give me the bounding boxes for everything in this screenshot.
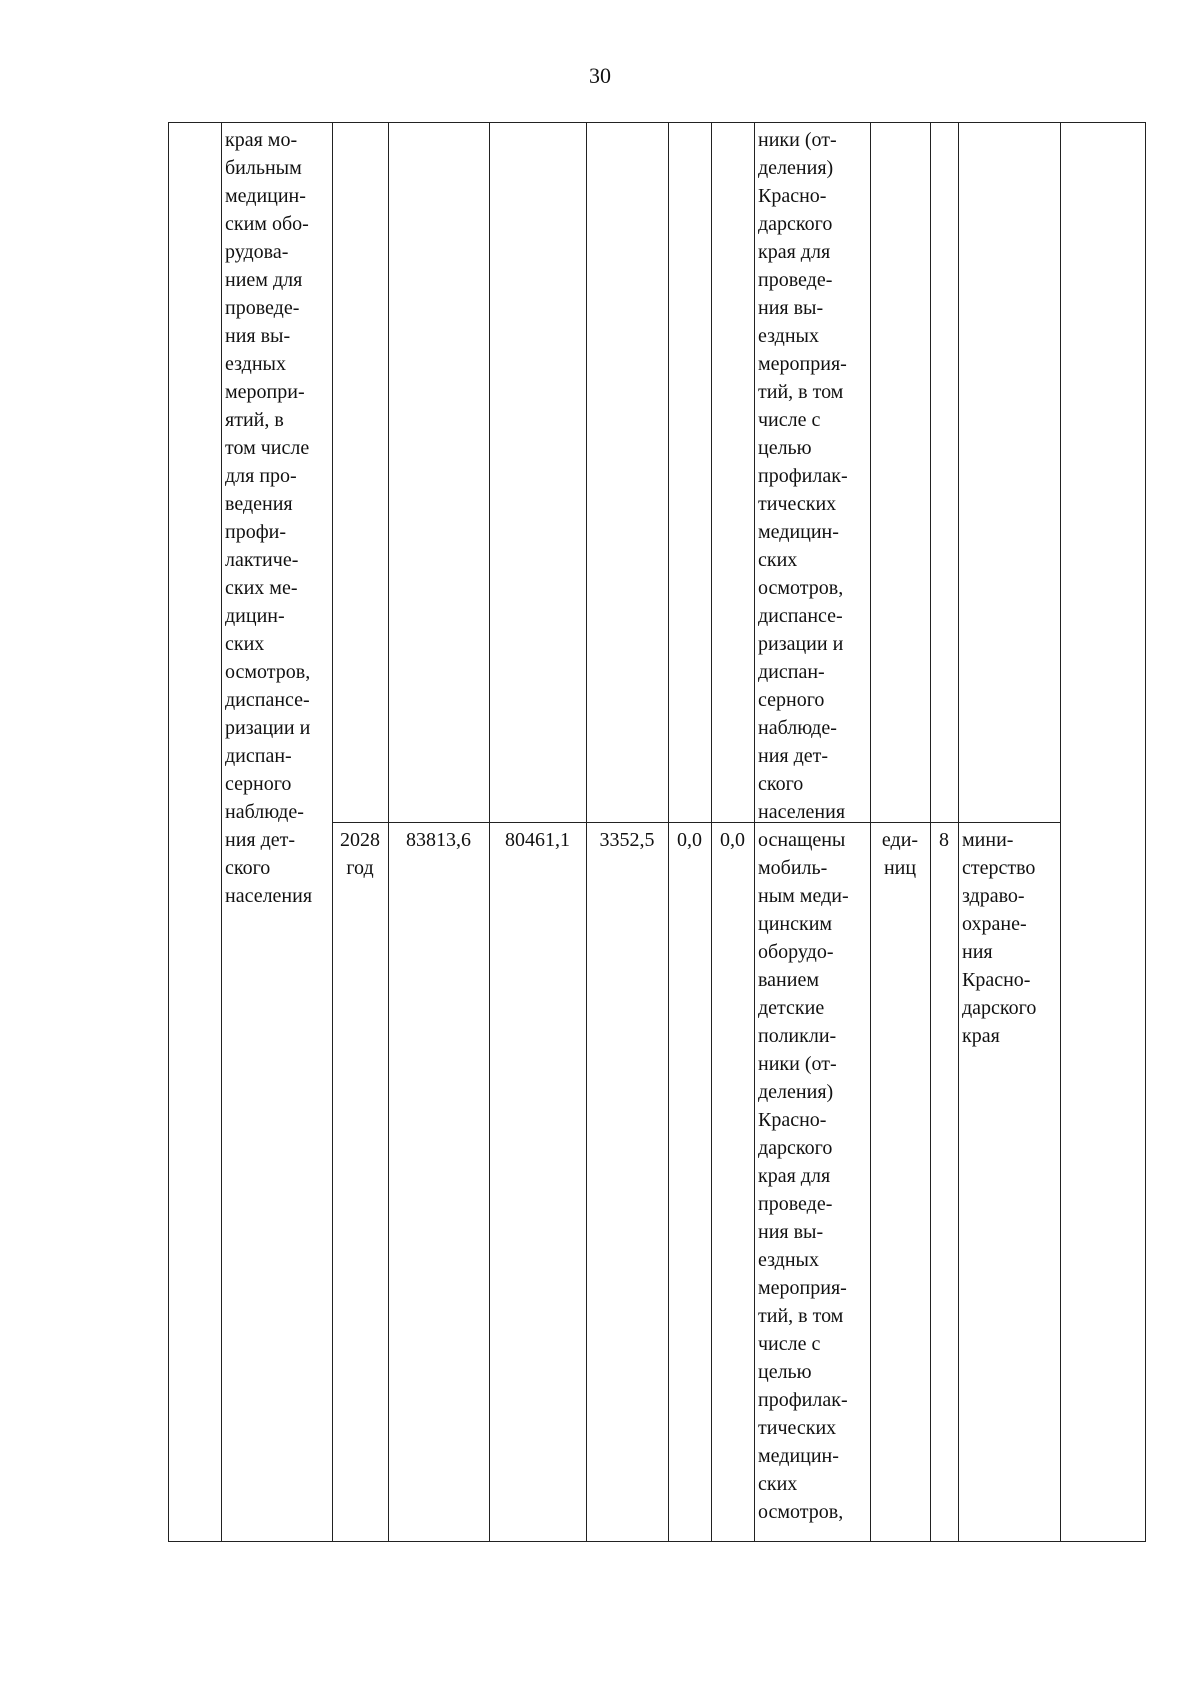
unit-cell: еди- ниц [881,829,919,879]
value-cell: 8 [939,829,949,851]
local-funding-cell: 0,0 [677,829,702,851]
column-divider [930,122,931,1542]
column-divider [711,122,712,1542]
column-divider [489,122,490,1542]
column-divider [958,122,959,1542]
column-divider [586,122,587,1542]
measure-name-cell: края мо- бильным медицин- ским обо- рудова- нием для проведе- ния вы- ездных меропри- ятий, в том числе для про- ведения профи- лактиче- ских ме- дицин- ских осмотров, диспансе- ризации и диспан- серного наблюде- ния дет- ского населения [225,129,313,907]
column-divider [221,122,222,1542]
column-divider [1060,122,1061,1542]
row-divider [332,822,1060,823]
result-description-cell: ники (от- деления) Красно- дарского края для проведе- ния вы- ездных мероприя- тий, в том числе с целью профилак- тических медицин- ских осмотров, диспансе- ризации и диспан- серного наблюде- ния дет- ского населения [758,129,848,823]
total-funding-cell: 83813,6 [406,829,471,851]
other-funding-cell: 0,0 [720,829,745,851]
column-divider [870,122,871,1542]
page-number: 30 [589,63,611,88]
federal-funding-cell: 80461,1 [505,829,570,851]
executor-cell: мини- стерство здраво- охране- ния Красно- дарского края [962,829,1037,1047]
regional-funding-cell: 3352,5 [599,829,655,851]
column-divider [754,122,755,1542]
result-description-cell: оснащены мобиль- ным меди- цинским оборудо- ванием детские поликли- ники (от- деления) Красно- дарского края для проведе- ния вы- ездных мероприя- тий, в том числе с целью профилак- тических медицин- ских осмотров, [758,829,849,1523]
column-divider [388,122,389,1542]
year-cell: 2028 год [340,829,380,879]
column-divider [332,122,333,1542]
column-divider [668,122,669,1542]
